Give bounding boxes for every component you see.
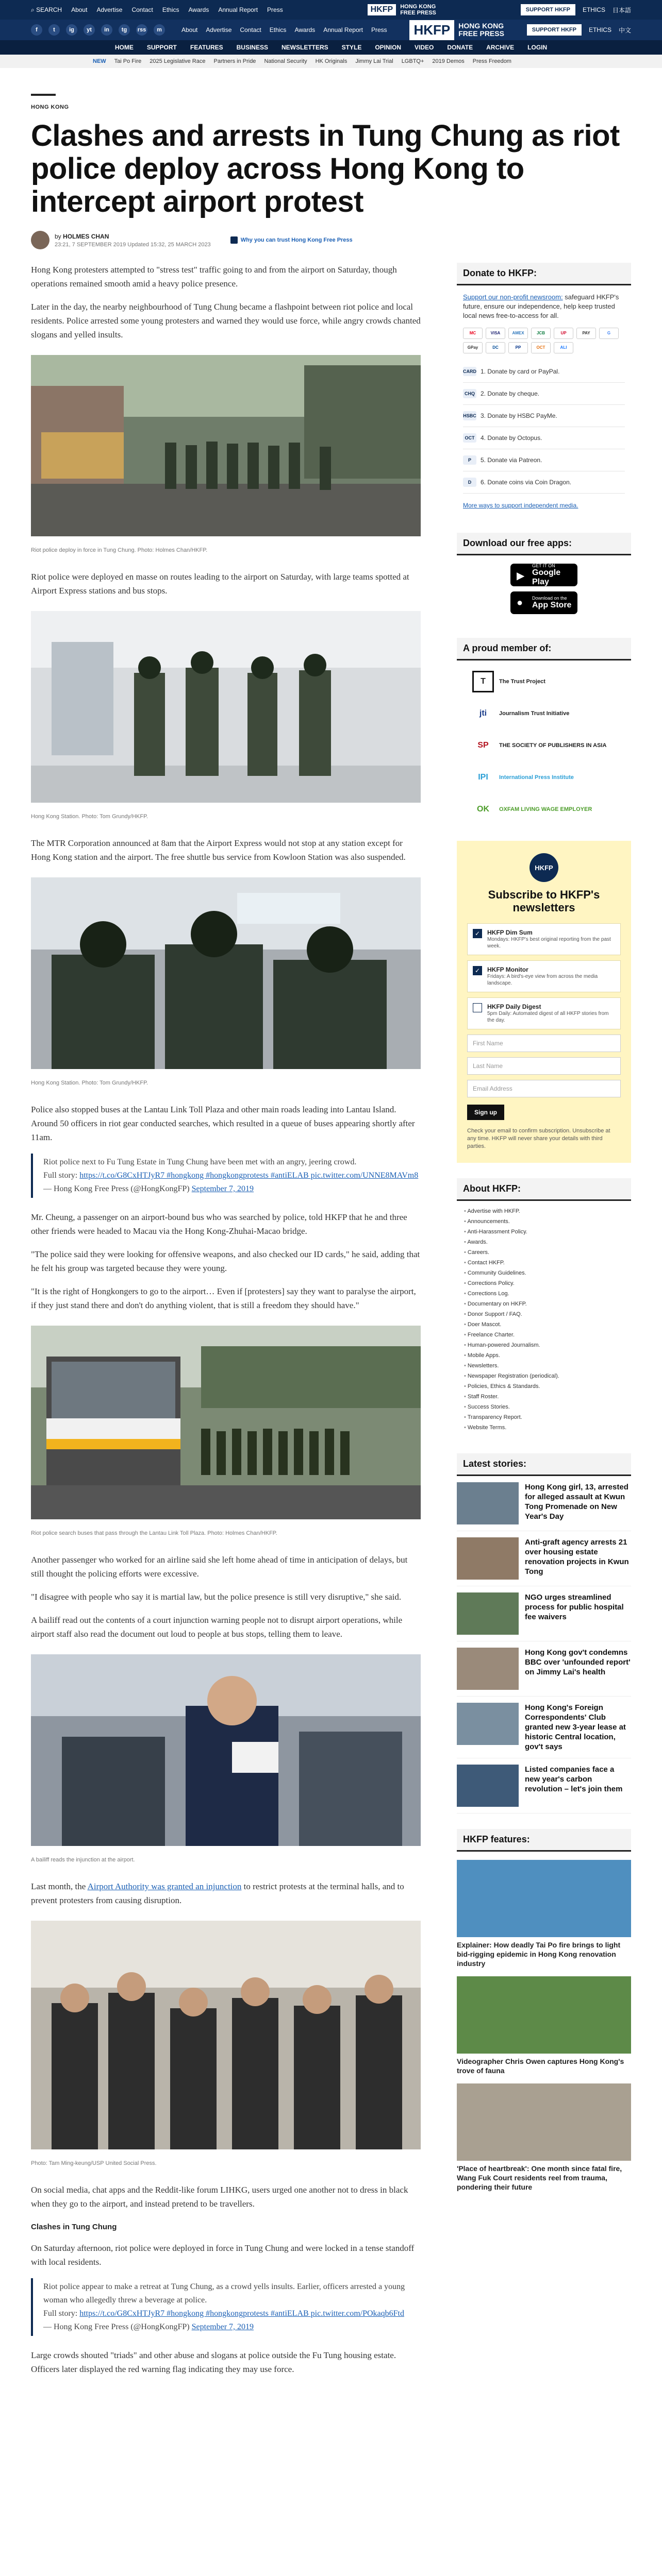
card-alipay-icon: ALI (554, 342, 573, 353)
paragraph: On social media, chat apps and the Reddit-like forum LIHKG, users urged one another not to dress in black when they go to the airport, and instead pretend to be travellers. (31, 2185, 408, 2209)
card-unionpay-icon: UP (554, 328, 573, 339)
octopus-icon: OCT (463, 433, 476, 443)
paragraph-text: Last month, the (31, 1882, 88, 1891)
main-logo-wordmark (458, 22, 504, 38)
search-label: SEARCH (36, 6, 62, 13)
latest-list (457, 1476, 631, 1814)
photo-tung-chung-police[interactable] (31, 355, 421, 536)
first-name-field[interactable]: First Name (467, 1035, 621, 1052)
member-name: International Press Institute (499, 774, 574, 781)
nav-home[interactable]: HOME (114, 44, 134, 51)
donate-option-patreon[interactable] (463, 449, 625, 471)
trending-item[interactable]: Partners in Pride (213, 58, 256, 64)
paragraph: "I disagree with people who say it is martial law, but the police presence is still very disruptive," she said. (31, 1592, 402, 1602)
paragraph: "The police said they were looking for offensive weapons, and also checked our ID cards," he said, adding that he felt his group was targeted because they were young. (31, 1249, 420, 1273)
top-link-contact[interactable]: Contact (131, 6, 153, 13)
checkbox[interactable]: ✓ (473, 966, 482, 975)
photo-airport-crowd[interactable] (31, 1921, 421, 2149)
card-diners-icon: DC (486, 342, 505, 353)
util-link-awards[interactable]: Awards (294, 26, 316, 33)
about-link[interactable]: • Anti-Harassment Policy. (464, 1227, 624, 1237)
member-oxfam[interactable] (457, 793, 631, 825)
feature-story[interactable] (457, 1860, 631, 1968)
trust-link-label: Why you can trust Hong Kong Free Press (240, 237, 353, 243)
story-title[interactable]: Listed companies face a new year's carbon revolution – let's join them (525, 1765, 623, 1793)
about-link[interactable]: • Community Guidelines. (464, 1268, 624, 1278)
trending-item[interactable]: Press Freedom (472, 58, 511, 64)
newsletter-logo: HKFP (529, 853, 558, 882)
hsbc-icon: HSBC (463, 411, 476, 420)
utility-nav (181, 26, 387, 33)
trending-item[interactable]: 2019 Demos (432, 58, 465, 64)
about-link[interactable]: • Contact HKFP. (464, 1258, 624, 1268)
newsletter-name: HKFP Daily Digest (487, 1003, 541, 1010)
story-title[interactable]: Hong Kong girl, 13, arrested for alleged assault at Kwun Tong Promenade on New Year's Day (525, 1483, 628, 1521)
mastodon-icon[interactable]: m (154, 24, 165, 36)
trending-item[interactable]: National Security (264, 58, 307, 64)
cheque-icon: CHQ (463, 389, 476, 398)
trust-icon (230, 236, 238, 244)
checkbox[interactable] (473, 1003, 482, 1012)
credit-card-icon: CARD (463, 367, 476, 376)
newsletter-desc: 5pm Daily: Automated digest of all HKFP stories from the day. (487, 1011, 609, 1023)
newsletter-option-monitor[interactable] (467, 960, 621, 992)
trending-item[interactable]: Jimmy Lai Trial (355, 58, 393, 64)
photo-caption: Hong Kong Station. Photo: Tom Grundy/HKFP. (31, 814, 148, 820)
trending-item[interactable]: Tai Po Fire (114, 58, 142, 64)
members-heading: A proud member of: (457, 638, 631, 660)
main-logo-line-1: HONG KONG (458, 22, 504, 30)
member-name: The Trust Project (499, 679, 545, 685)
newsletter-desc: Mondays: HKFP's best original reporting from the past week. (487, 937, 611, 949)
linkedin-icon[interactable]: in (101, 24, 112, 36)
donate-option-label: 1. Donate by card or PayPal. (481, 368, 560, 375)
chinese-link[interactable]: 中文 (618, 26, 631, 34)
support-newsroom-link[interactable]: Support our non-profit newsroom: (463, 293, 563, 301)
paragraph: Hong Kong protesters attempted to "stress test" traffic going to and from the airport on Saturday, though operations remained smooth amid a heavy police presence. (31, 265, 397, 289)
instagram-icon[interactable]: ig (66, 24, 77, 36)
member-trust-project[interactable] (457, 666, 631, 698)
latest-story[interactable] (457, 1476, 631, 1531)
photo-caption: Riot police search buses that pass through the Lantau Link Toll Plaza. Photo: Holmes Chan/HKFP. (31, 1530, 277, 1536)
paragraph: "It is the right of Hongkongers to go to the airport… Even if [protesters] say they want to paralyse the airport, if they just stand there and don't do anything violent, that is still a freedom they should have." (31, 1286, 416, 1310)
donate-option-label: 4. Donate by Octopus. (481, 434, 542, 442)
google-play-label: Google Play (532, 568, 561, 586)
rss-icon[interactable]: rss (136, 24, 147, 36)
tweet-link[interactable]: https://t.co/G8CxHTJyR7 #hongkong #hongkongprotests #antiELAB pic.twitter.com/POkaqb6Ftd (79, 2309, 404, 2318)
about-link[interactable]: • Documentary on HKFP. (464, 1299, 624, 1309)
feature-thumbnail[interactable] (457, 1976, 631, 2054)
patreon-icon: P (463, 455, 476, 465)
oxfam-logo: OK (477, 805, 489, 814)
member-name: OXFAM LIVING WAGE EMPLOYER (499, 806, 592, 812)
latest-story[interactable] (457, 1758, 631, 1814)
story-title[interactable]: Anti-graft agency arrests 21 over housing estate renovation projects in Kwun Tong (525, 1538, 629, 1576)
embedded-tweet (31, 2278, 421, 2336)
main-logo-line-2: FREE PRESS (458, 29, 504, 38)
top-link-press[interactable]: Press (267, 6, 283, 13)
member-name: Journalism Trust Initiative (499, 710, 570, 717)
about-link[interactable]: • Freelance Charter. (464, 1330, 624, 1340)
card-octopus-icon: OCT (531, 342, 551, 353)
paragraph: On Saturday afternoon, riot police were deployed in force in Tung Chung and were locked in a tense standoff with local residents. (31, 2243, 415, 2267)
features-heading: HKFP features: (457, 1829, 631, 1852)
about-heading: About HKFP: (457, 1178, 631, 1201)
avatar (31, 231, 49, 249)
app-store-small: Download on the (532, 596, 567, 601)
story-thumbnail[interactable] (457, 1537, 519, 1580)
embedded-tweet (31, 1154, 421, 1198)
latest-story[interactable] (457, 1586, 631, 1641)
about-link[interactable]: • Corrections Log. (464, 1289, 624, 1299)
category-label[interactable]: HONG KONG (31, 104, 69, 110)
trending-bar (0, 55, 662, 68)
youtube-icon[interactable]: yt (84, 24, 95, 36)
trust-link[interactable] (230, 236, 353, 244)
card-jcb-icon: JCB (531, 328, 551, 339)
donate-option-label: 6. Donate coins via Coin Dragon. (481, 479, 572, 486)
about-link[interactable]: • Newspaper Registration (periodical). (464, 1371, 624, 1381)
trending-label: NEW (93, 58, 106, 64)
top-link-ethics[interactable]: Ethics (162, 6, 179, 13)
about-link[interactable]: • Donor Support / FAQ. (464, 1309, 624, 1319)
photo-bailiff[interactable] (31, 1654, 421, 1846)
util-link-annual-report[interactable]: Annual Report (323, 26, 363, 33)
nav-donate[interactable]: DONATE (447, 44, 473, 51)
donate-option-octopus[interactable] (463, 427, 625, 449)
card-visa-icon: VISA (486, 328, 505, 339)
app-store-label: App Store (532, 601, 572, 609)
util-link-ethics[interactable]: Ethics (269, 26, 287, 33)
member-ipi[interactable] (457, 761, 631, 793)
card-mastercard-icon: MC (463, 328, 483, 339)
tweet-date-link[interactable]: September 7, 2019 (191, 2323, 254, 2331)
more-ways-link[interactable]: More ways to support independent media. (463, 502, 578, 509)
story-title[interactable]: Hong Kong's Foreign Correspondents' Club granted new 3-year lease at historic Central location, gov't says (525, 1703, 626, 1751)
logo-line-1: HONG KONG (400, 4, 436, 10)
logo-wordmark (400, 4, 436, 16)
newsletter-desc: Fridays: A bird's-eye view from across the media landscape. (487, 974, 598, 986)
latest-story[interactable] (457, 1531, 631, 1586)
page-container (31, 94, 631, 2385)
top-link-advertise[interactable]: Advertise (96, 6, 123, 13)
story-thumbnail[interactable] (457, 1765, 519, 1807)
top-logo[interactable] (368, 4, 436, 16)
photo-caption: Photo: Tam Ming-keung/USP United Social Press. (31, 2160, 157, 2166)
paragraph-text: to restrict protests at the terminal halls, and to prevent protesters from causing disruption. (31, 1882, 404, 1905)
nav-newsletters[interactable]: NEWSLETTERS (282, 44, 328, 51)
trending-item[interactable]: 2025 Legislative Race (150, 58, 206, 64)
newsletter-option-daily-digest[interactable] (467, 997, 621, 1029)
coin-dragon-icon: D (463, 478, 476, 487)
content-columns (31, 263, 631, 2385)
paragraph-injunction (31, 1879, 421, 1907)
paragraph: A bailiff read out the contents of a court injunction warning people not to disrupt airport operations, while airport staff also read the document out loud to people at bus stops, telling them to leave. (31, 1615, 403, 1639)
feature-title[interactable]: Videographer Chris Owen captures Hong Kong's trove of fauna (457, 2057, 624, 2075)
donate-text: safeguard HKFP's future, ensure our independence, help keep trusted local news free-to-access for all. (463, 293, 619, 319)
top-link-awards[interactable]: Awards (188, 6, 209, 13)
ethics-link-secondary[interactable]: ETHICS (588, 26, 611, 33)
support-button-secondary[interactable]: SUPPORT HKFP (527, 24, 582, 36)
donate-option-card[interactable] (463, 361, 625, 383)
paragraph: Another passenger who worked for an airline said she left home ahead of time in anticipation of delays, but still thought the policing efforts were excessive. (31, 1555, 408, 1579)
card-gpay-icon: GPay (463, 342, 483, 353)
author-name[interactable]: HOLMES CHAN (63, 232, 109, 240)
trending-item[interactable]: LGBTQ+ (401, 58, 424, 64)
jti-logo: jti (479, 709, 487, 718)
main-logo-mark: HKFP (409, 20, 454, 40)
story-title[interactable]: NGO urges streamlined process for public hospital fee waivers (525, 1593, 624, 1621)
search-link[interactable]: ⌕ SEARCH (31, 6, 62, 13)
card-paypal-icon: PP (508, 342, 528, 353)
members-widget (457, 660, 631, 825)
support-button[interactable]: SUPPORT HKFP (521, 4, 575, 15)
util-link-advertise[interactable]: Advertise (206, 26, 232, 33)
util-link-press[interactable]: Press (371, 26, 387, 33)
tweet-source: — Hong Kong Free Press (@HongKongFP) (43, 1184, 192, 1193)
nav-video[interactable]: VIDEO (415, 44, 434, 51)
top-link-about[interactable]: About (71, 6, 88, 13)
last-name-field[interactable]: Last Name (467, 1057, 621, 1075)
photo-caption: A bailiff reads the injunction at the airport. (31, 1857, 135, 1863)
about-link[interactable]: • Staff Roster. (464, 1392, 624, 1402)
card-amex-icon: AMEX (508, 328, 528, 339)
article-body (31, 263, 421, 2385)
feature-story[interactable] (457, 2083, 631, 2192)
signup-button[interactable]: Sign up (467, 1105, 504, 1120)
nav-login[interactable]: LOGIN (527, 44, 548, 51)
feature-list (457, 1860, 631, 2192)
about-link[interactable]: • Human-powered Journalism. (464, 1340, 624, 1350)
nav-archive[interactable]: ARCHIVE (486, 44, 515, 51)
donate-option-cheque[interactable] (463, 383, 625, 405)
photo-bus-search[interactable] (31, 1326, 421, 1519)
byline (31, 231, 631, 249)
about-link[interactable]: • Careers. (464, 1247, 624, 1258)
feature-thumbnail[interactable] (457, 2083, 631, 2161)
google-play-small: GET IT ON (532, 563, 555, 568)
trust-project-logo: T (472, 671, 494, 692)
email-field[interactable]: Email Address (467, 1080, 621, 1097)
tweet-date-link[interactable]: September 7, 2019 (191, 1184, 254, 1193)
about-link[interactable]: • Mobile Apps. (464, 1350, 624, 1361)
member-name: THE SOCIETY OF PUBLISHERS IN ASIA (499, 742, 607, 749)
donate-option-label: 5. Donate via Patreon. (481, 456, 542, 464)
photo-caption: Riot police deploy in force in Tung Chung. Photo: Holmes Chan/HKFP. (31, 547, 208, 553)
newsletter-option-dim-sum[interactable] (467, 923, 621, 955)
about-link[interactable]: • Doer Mascot. (464, 1319, 624, 1330)
title-rule (31, 94, 56, 96)
telegram-icon[interactable]: tg (119, 24, 130, 36)
story-thumbnail[interactable] (457, 1592, 519, 1635)
top-bar (0, 0, 662, 20)
newsletter-name: HKFP Dim Sum (487, 929, 533, 936)
donate-option-label: 2. Donate by cheque. (481, 390, 540, 397)
paragraph: Large crowds shouted "triads" and other abuse and slogans at police outside the Fu Tung housing estate. Officers later displayed the red warning flag indicating they may use force. (31, 2350, 396, 2374)
about-link[interactable]: • Newsletters. (464, 1361, 624, 1371)
about-link[interactable]: • Success Stories. (464, 1402, 624, 1412)
google-play-button[interactable] (510, 564, 577, 586)
publish-dates: 23:21, 7 SEPTEMBER 2019 Updated 15:32, 25 MARCH 2023 (55, 241, 211, 248)
tweet-full-label: Full story: (43, 2309, 80, 2318)
app-store-button[interactable] (510, 591, 577, 614)
newsletter-name: HKFP Monitor (487, 966, 528, 973)
facebook-icon[interactable]: f (31, 24, 42, 36)
injunction-link[interactable]: Airport Authority was granted an injunction (87, 1882, 242, 1891)
ipi-logo: IPI (478, 773, 488, 782)
paragraph: Mr. Cheung, a passenger on an airport-bound bus who was searched by police, told HKFP that he and three other friends were headed to Macau via the Hong Kong-Zhuhai-Macao bridge. (31, 1212, 407, 1236)
social-bar (0, 20, 662, 40)
about-link[interactable]: • Transparency Report. (464, 1412, 624, 1422)
story-thumbnail[interactable] (457, 1482, 519, 1524)
sidebar (457, 263, 631, 2385)
feature-title[interactable]: 'Place of heartbreak': One month since fatal fire, Wang Fuk Court residents reel from trauma, pondering their future (457, 2164, 622, 2191)
about-link[interactable]: • Website Terms. (464, 1422, 624, 1433)
apps-widget (457, 555, 631, 622)
checkbox[interactable]: ✓ (473, 929, 482, 938)
apps-heading: Download our free apps: (457, 533, 631, 555)
nav-features[interactable]: FEATURES (190, 44, 223, 51)
apple-icon: ● (517, 597, 523, 608)
util-link-contact[interactable]: Contact (240, 26, 261, 33)
nav-business[interactable]: BUSINESS (236, 44, 268, 51)
main-nav (0, 40, 662, 55)
about-link[interactable]: • Policies, Ethics & Standards. (464, 1381, 624, 1392)
photo-caption: Hong Kong Station. Photo: Tom Grundy/HKFP. (31, 1080, 148, 1086)
donate-option-label: 3. Donate by HSBC PayMe. (481, 412, 557, 419)
photo-station-police-closeup[interactable] (31, 877, 421, 1069)
about-link[interactable]: • Awards. (464, 1237, 624, 1247)
nav-style[interactable]: STYLE (341, 44, 362, 51)
nav-opinion[interactable]: OPINION (375, 44, 402, 51)
latest-heading: Latest stories: (457, 1453, 631, 1476)
paragraph: Riot police were deployed en masse on routes leading to the airport on Saturday, with large teams spotted at Airport Express stations and bus stops. (31, 572, 409, 596)
donate-heading: Donate to HKFP: (457, 263, 631, 285)
tweet-text: Riot police appear to make a retreat at Tung Chung, as a crowd yells insults. Earlier, officers arrested a young woman who allegedly threw a beverage at police. (43, 2282, 405, 2304)
about-link[interactable]: • Corrections Policy. (464, 1278, 624, 1289)
card-google-icon: G (599, 328, 619, 339)
top-link-annual-report[interactable]: Annual Report (218, 6, 258, 13)
latest-story[interactable] (457, 1697, 631, 1758)
story-thumbnail[interactable] (457, 1648, 519, 1690)
language-link[interactable]: 日本語 (612, 6, 631, 14)
tweet-source: — Hong Kong Free Press (@HongKongFP) (43, 2323, 192, 2331)
nav-support[interactable]: SUPPORT (146, 44, 177, 51)
tweet-text: Riot police next to Fu Tung Estate in Tung Chung have been met with an angry, jeering crowd. (43, 1158, 357, 1166)
paragraph: Police also stopped buses at the Lantau Link Toll Plaza and other main roads leading into Lantau Island. Around 50 officers in riot gear conducted searches, which resulted in a queue of buses appearing shortly after 11am. (31, 1105, 415, 1142)
sopa-logo: SP (477, 741, 489, 750)
tweet-full-label: Full story: (43, 1171, 80, 1180)
donate-widget (457, 285, 631, 517)
section-heading: Clashes in Tung Chung (31, 2223, 117, 2231)
donate-option-coin-dragon[interactable] (463, 471, 625, 494)
tweet-link[interactable]: https://t.co/G8CxHTJyR7 #hongkong #hongkongprotests #antiELAB pic.twitter.com/UNNE8MAVm8 (79, 1171, 419, 1180)
author-prefix: by (55, 232, 61, 240)
paragraph: The MTR Corporation announced at 8am that the Airport Express would not stop at any station except for Hong Kong station and the airport. The free shuttle bus service from Kowloon Station was also suspended. (31, 838, 406, 862)
payment-methods (463, 328, 625, 353)
twitter-icon[interactable]: t (48, 24, 60, 36)
newsletter-title: Subscribe to HKFP's newsletters (488, 888, 600, 914)
card-applepay-icon: PAY (576, 328, 596, 339)
member-sopa[interactable] (457, 730, 631, 761)
latest-story[interactable] (457, 1641, 631, 1697)
logo-mark: HKFP (368, 4, 396, 15)
story-title[interactable]: Hong Kong gov't condemns BBC over 'unfounded report' on Jimmy Lai's health (525, 1648, 631, 1676)
util-link-about[interactable]: About (181, 26, 198, 33)
play-icon: ▶ (517, 570, 525, 582)
trending-item[interactable]: HK Originals (315, 58, 347, 64)
page-title: Clashes and arrests in Tung Chung as riot police deploy across Hong Kong to intercept airport protest (31, 119, 620, 218)
about-list (457, 1201, 631, 1438)
donate-option-payme[interactable] (463, 405, 625, 427)
main-logo[interactable] (409, 20, 504, 40)
logo-line-2: FREE PRESS (400, 10, 436, 16)
photo-hong-kong-station[interactable] (31, 611, 421, 803)
about-link[interactable]: • Announcements. (464, 1216, 624, 1227)
ethics-link[interactable]: ETHICS (582, 6, 605, 13)
newsletter-widget (457, 841, 631, 1163)
member-jti[interactable] (457, 698, 631, 730)
about-link[interactable]: • Advertise with HKFP. (464, 1206, 624, 1216)
feature-title[interactable]: Explainer: How deadly Tai Po fire brings to light bid-rigging epidemic in Hong Kong renovation industry (457, 1941, 621, 1968)
newsletter-note: Check your email to confirm subscription. Unsubscribe at any time. HKFP will never share your details with third parties. (467, 1128, 610, 1149)
story-thumbnail[interactable] (457, 1703, 519, 1745)
feature-thumbnail[interactable] (457, 1860, 631, 1937)
paragraph: Later in the day, the nearby neighbourhood of Tung Chung became a flashpoint between riot police and local residents. Police arrested some young protesters and warned they would use force, while angry crowds chanted slogans and yelled insults. (31, 302, 421, 340)
feature-story[interactable] (457, 1976, 631, 2075)
